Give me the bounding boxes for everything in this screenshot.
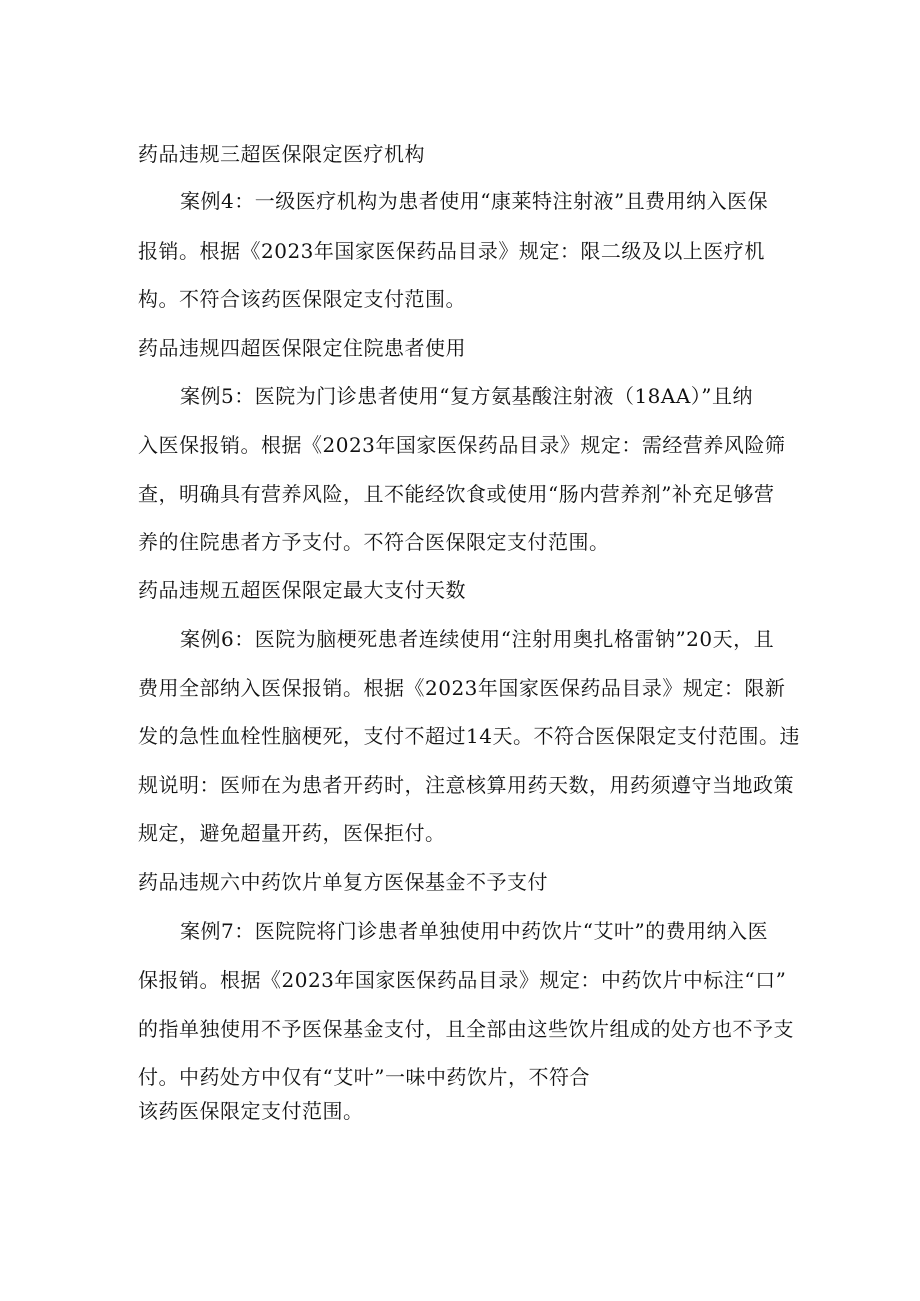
case-5-line-1: 案例5：医院为门诊患者使用“复方氨基酸注射液（18AA）”且纳: [180, 384, 754, 408]
case-5-line-2: 入医保报销。根据《2023年国家医保药品目录》规定：需经营养风险筛: [138, 433, 786, 457]
case-6-line-5: 规定，避免超量开药，医保拒付。: [138, 821, 446, 845]
section-heading-6: 药品违规六中药饮片单复方医保基金不予支付: [138, 870, 548, 894]
case-7-line-2: 保报销。根据《2023年国家医保药品目录》规定：中药饮片中标注“口”: [138, 968, 787, 992]
case-4-line-1: 案例4：一级医疗机构为患者使用“康莱特注射液”且费用纳入医保: [180, 189, 769, 213]
case-7-line-4: 付。中药处方中仅有“艾叶”一味中药饮片，不符合: [138, 1065, 590, 1089]
case-7-line-1: 案例7：医院院将门诊患者单独使用中药饮片“艾叶”的费用纳入医: [180, 919, 769, 943]
case-4-line-3: 构。不符合该药医保限定支付范围。: [138, 287, 466, 311]
section-heading-3: 药品违规三超医保限定医疗机构: [138, 142, 425, 166]
case-6-line-3: 发的急性血栓性脑梗死，支付不超过14天。不符合医保限定支付范围。违: [138, 724, 800, 748]
case-7-line-3: 的指单独使用不予医保基金支付，且全部由这些饮片组成的处方也不予支: [138, 1017, 794, 1041]
case-6-line-4: 规说明：医师在为患者开药时，注意核算用药天数，用药须遵守当地政策: [138, 773, 794, 797]
case-4-line-2: 报销。根据《2023年国家医保药品目录》规定：限二级及以上医疗机: [138, 239, 765, 263]
section-heading-5: 药品违规五超医保限定最大支付天数: [138, 578, 466, 602]
case-5-line-3: 查，明确具有营养风险，且不能经饮食或使用“肠内营养剂”补充足够营: [138, 482, 775, 506]
case-6-line-2: 费用全部纳入医保报销。根据《2023年国家医保药品目录》规定：限新: [138, 676, 786, 700]
case-5-line-4: 养的住院患者方予支付。不符合医保限定支付范围。: [138, 530, 610, 554]
case-7-line-5: 该药医保限定支付范围。: [138, 1099, 364, 1123]
case-6-line-1: 案例6：医院为脑梗死患者连续使用“注射用奥扎格雷钠”20天，且: [180, 627, 775, 651]
section-heading-4: 药品违规四超医保限定住院患者使用: [138, 336, 466, 360]
